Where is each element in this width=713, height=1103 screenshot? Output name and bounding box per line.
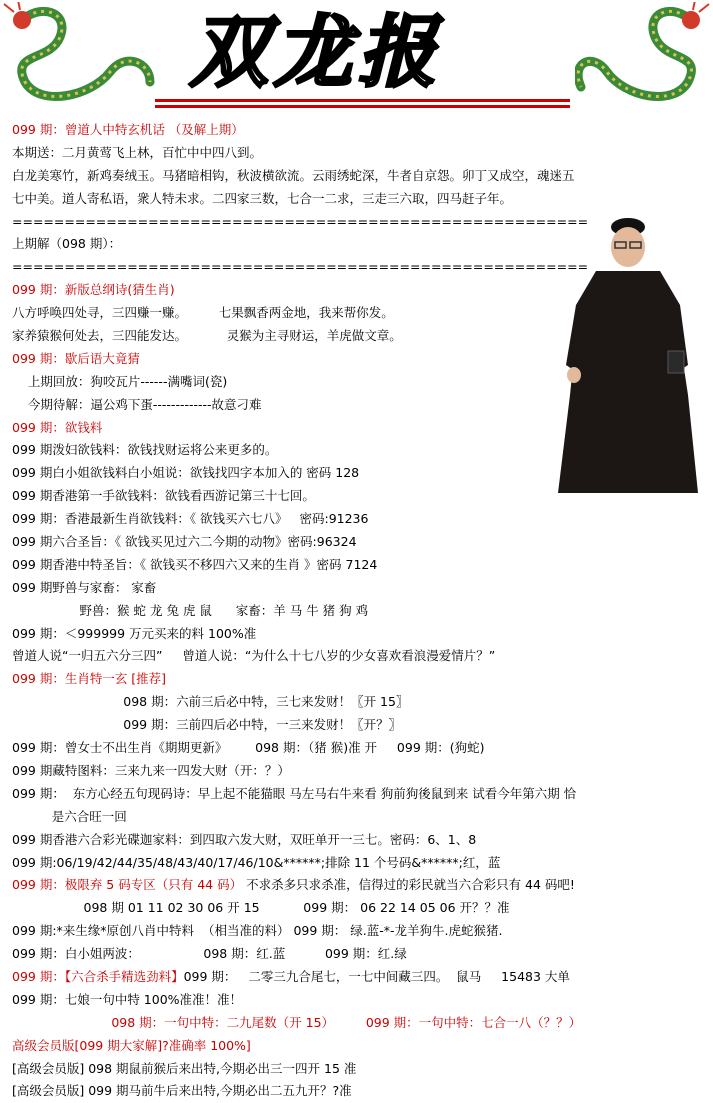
line-text: 白龙美寒竹，新鸡奏绒玉。马猪暗相钩，秋波横欲流。云雨绣蛇深，牛者自京怨。卯丁又成空，魂迷五 bbox=[12, 167, 575, 183]
text-line bbox=[12, 577, 707, 600]
text-line bbox=[12, 737, 707, 760]
line-text: 八方呼唤四处寻，三四赚一赚。 七果飘香两金地，我来帮你发。 bbox=[12, 305, 394, 321]
article-body bbox=[12, 119, 707, 1103]
line-text: 099 期:*来生缘*原创八肖中特料 （相当准的料） 099 期： 绿.蓝-*-龙羊狗牛.虎蛇猴猪. bbox=[12, 923, 503, 939]
text-line bbox=[12, 417, 707, 440]
text-line bbox=[12, 1080, 707, 1103]
line-text: 野兽：猴 蛇 龙 兔 虎 鼠 家畜：羊 马 牛 猪 狗 鸡 bbox=[12, 602, 369, 618]
text-line bbox=[12, 142, 707, 165]
line-text: 098 期 01 11 02 30 06 开 15 099 期： 06 22 14 05 06 开？？准 bbox=[12, 900, 510, 916]
line-text: 099 期：三前四后必中特，一三来发财！〖开？〗 bbox=[12, 717, 402, 733]
text-line bbox=[12, 371, 707, 394]
section-heading: 099 期：歇后语大竟猜 bbox=[12, 350, 140, 366]
text-line bbox=[12, 119, 707, 142]
text-line bbox=[12, 325, 707, 348]
text-line bbox=[12, 256, 707, 279]
text-line bbox=[12, 279, 707, 302]
text-line bbox=[12, 485, 707, 508]
text-line bbox=[12, 783, 707, 806]
text-line bbox=[12, 691, 707, 714]
section-heading: 高级会员版[099 期大家解]?准确率 100%] bbox=[12, 1037, 251, 1053]
text-line bbox=[12, 554, 707, 577]
line-text: 099 期： 东方心经五句现码诗：早上起不能猫眼 马左马右牛来看 狗前狗後鼠到来 试看今年第六期 恰 bbox=[12, 785, 577, 801]
text-line bbox=[12, 645, 707, 668]
line-text: [高级会员版] 099 期马前牛后来出特,今期必出二五九开？?准 bbox=[12, 1083, 352, 1099]
text-line bbox=[12, 1035, 707, 1058]
line-text: ======================================================= bbox=[12, 259, 589, 275]
text-line bbox=[12, 233, 707, 256]
line-text: 家养猿猴何处去，三四能发达。 灵猴为主寻财运，羊虎做文章。 bbox=[12, 328, 402, 344]
text-line bbox=[12, 600, 707, 623]
section-heading: 099 期：【六合杀手精选劲料】 bbox=[12, 968, 184, 984]
text-line bbox=[12, 897, 707, 920]
text-line bbox=[12, 188, 707, 211]
line-text: [高级会员版] 098 期鼠前猴后来出特,今期必出三一四开 15 准 bbox=[12, 1060, 357, 1076]
line-text: 099 期六合圣旨：《 欲钱买见过六二今期的动物》密码:96324 bbox=[12, 534, 357, 550]
line-text: 是六合旺一回 bbox=[12, 808, 127, 824]
line-text: 七中美。道人寄私语，衆人特未求。二四家三数，七合一二求，三走三六取，四马赶子年。 bbox=[12, 190, 513, 206]
line-text: 099 期：曾女士不出生肖《期期更新》 098 期：（猪 猴)准 开 099 期：(狗蛇) bbox=[12, 740, 485, 756]
line-text: 曾道人说“一归五六分三四” 曾道人说：“为什么十七八岁的少女喜欢看浪漫爱情片？” bbox=[12, 648, 496, 664]
line-text: 098 期：六前三后必中特，三七来发财！〖开 15〗 bbox=[12, 694, 409, 710]
text-line bbox=[12, 348, 707, 371]
line-tail-text: 099 期： 二零三九合尾七，一七中间藏三四。 鼠马 15483 大单 bbox=[183, 968, 570, 984]
text-line bbox=[12, 508, 707, 531]
text-line bbox=[12, 829, 707, 852]
line-text: 099 期白小姐欲钱料白小姐说：欲钱找四字本加入的 密码 128 bbox=[12, 465, 360, 481]
text-line bbox=[12, 852, 707, 875]
line-text: 今期待解：逼公鸡下蛋-------------故意刁难 bbox=[12, 396, 262, 412]
text-line bbox=[12, 989, 707, 1012]
section-heading: 099 期：生肖特一玄 [推荐] bbox=[12, 671, 167, 687]
text-line bbox=[12, 668, 707, 691]
right-dragon-icon bbox=[575, 2, 713, 117]
line-text: 上期解（098 期）： bbox=[12, 236, 122, 252]
text-line bbox=[12, 462, 707, 485]
section-heading: 099 期：极限弃 5 码专区（只有 44 码） bbox=[12, 877, 243, 893]
line-text: 099 期香港六合彩光碟迦家料：到四取六发大财，双旺单开一三七。密码：6、1、8 bbox=[12, 831, 477, 847]
line-text: ======================================================= bbox=[12, 213, 589, 229]
text-line bbox=[12, 806, 707, 829]
line-text: 099 期:06/19/42/44/35/48/43/40/17/46/10&******;排除 11 个号码&******;红，蓝 bbox=[12, 854, 501, 870]
page-header bbox=[0, 0, 713, 118]
line-text: 099 期香港第一手欲钱料：欲钱看西游记第三十七回。 bbox=[12, 488, 315, 504]
section-heading: 099 期：欲钱料 bbox=[12, 419, 103, 435]
text-line bbox=[12, 966, 707, 989]
text-line bbox=[12, 1058, 707, 1081]
title-rule-top bbox=[155, 99, 570, 102]
title-rule-bottom bbox=[155, 105, 570, 108]
line-text: 099 期野兽与家畜： 家畜 bbox=[12, 579, 157, 595]
text-line bbox=[12, 920, 707, 943]
text-line bbox=[12, 943, 707, 966]
text-line bbox=[12, 623, 707, 646]
page-title: 双龙报 bbox=[190, 7, 443, 98]
text-line bbox=[12, 874, 707, 897]
line-text: 099 期：白小姐两波： 098 期：红.蓝 099 期：红.绿 bbox=[12, 946, 407, 962]
line-text: 099 期：香港最新生肖欲钱料：《 欲钱买六七八》 密码:91236 bbox=[12, 511, 369, 527]
line-text: 099 期：七娘一句中特 100%准准！准！ bbox=[12, 991, 243, 1007]
line-text: 099 期：＜999999 万元买来的料 100%准 bbox=[12, 625, 257, 641]
text-line bbox=[12, 394, 707, 417]
text-line bbox=[12, 1012, 707, 1035]
line-text: 099 期香港中特圣旨：《 欲钱买不移四六又来的生肖 》密码 7124 bbox=[12, 556, 378, 572]
left-dragon-icon bbox=[0, 2, 160, 117]
section-heading: 099 期：曾道人中特玄机话 （及解上期） bbox=[12, 122, 244, 137]
section-heading: 098 期：一句中特：二九尾数（开 15） 099 期：一句中特：七合一八（？？） bbox=[12, 1014, 582, 1030]
line-text: 本期送：二月黄莺飞上林，百忙中中四八到。 bbox=[12, 144, 263, 160]
text-line bbox=[12, 302, 707, 325]
section-heading: 099 期：新版总纲诗(猜生肖) bbox=[12, 282, 175, 298]
text-line bbox=[12, 714, 707, 737]
line-text: 099 期藏特图料：三来九来一四发大财（开：？） bbox=[12, 762, 290, 778]
text-line bbox=[12, 531, 707, 554]
line-text: 099 期泼妇欲钱料：欲钱找财运将公来更多的。 bbox=[12, 442, 278, 458]
line-tail-text: 不求杀多只求杀准，信得过的彩民就当六合彩只有 44 码吧! bbox=[242, 877, 575, 893]
text-line bbox=[12, 165, 707, 188]
text-line bbox=[12, 211, 707, 234]
text-line bbox=[12, 760, 707, 783]
line-text: 上期回放：狗咬瓦片------满嘴词(瓷) bbox=[12, 373, 228, 389]
text-line bbox=[12, 439, 707, 462]
